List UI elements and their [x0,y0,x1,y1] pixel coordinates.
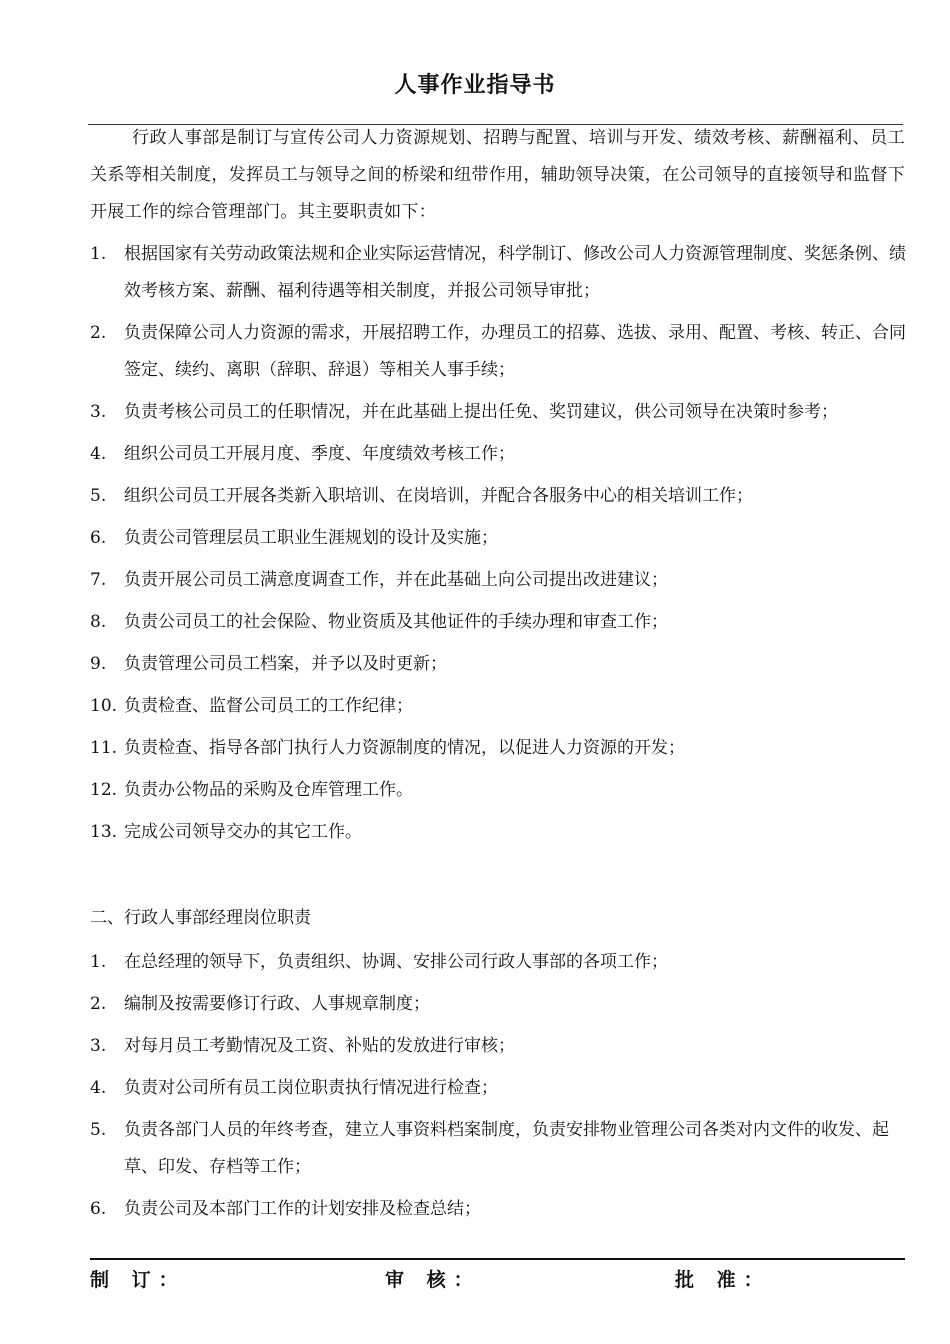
list-item: 10. 负责检查、监督公司员工的工作纪律； [90,696,413,716]
intro-paragraph: 行政人事部是制订与宣传公司人力资源规划、招聘与配置、培训与开发、绩效考核、薪酬福利、员工关系等相关制度，发挥员工与领导之间的桥梁和纽带作用，辅助领导决策，在公司领导的直接领导和监督下开展工作的综合管理部门。其主要职责如下： [90,128,905,222]
section-heading: 二、行政人事部经理岗位职责 [90,908,311,928]
list-item: 2. 负责保障公司人力资源的需求，开展招聘工作，办理员工的招募、选拔、录用、配置、考核、转正、合同签定、续约、离职（辞职、辞退）等相关人事手续； [90,323,906,380]
list-item: 2. 编制及按需要修订行政、人事规章制度； [90,994,430,1014]
list-item: 1. 在总经理的领导下，负责组织、协调、安排公司行政人事部的各项工作； [90,952,668,972]
list-item: 1. 根据国家有关劳动政策法规和企业实际运营情况，科学制订、修改公司人力资源管理制度、奖惩条例、绩效考核方案、薪酬、福利待遇等相关制度，并报公司领导审批； [90,244,906,301]
prepared-by-label: 制 订： [90,1269,186,1291]
footer-divider [90,1258,905,1260]
approved-by-label: 批 准： [675,1269,771,1291]
list-item: 4. 负责对公司所有员工岗位职责执行情况进行检查； [90,1078,498,1098]
list-item: 8. 负责公司员工的社会保险、物业资质及其他证件的手续办理和审查工作； [90,612,668,632]
list-item: 5. 组织公司员工开展各类新入职培训、在岗培训，并配合各服务中心的相关培训工作； [90,486,753,506]
document-title: 人事作业指导书 [394,73,556,98]
list-item: 6. 负责公司及本部门工作的计划安排及检查总结； [90,1199,481,1219]
list-item: 6. 负责公司管理层员工职业生涯规划的设计及实施； [90,528,498,548]
list-item: 4. 组织公司员工开展月度、季度、年度绩效考核工作； [90,444,515,464]
list-item: 5. 负责各部门人员的年终考查，建立人事资料档案制度，负责安排物业管理公司各类对内文件的收发、起草、印发、存档等工作； [90,1120,889,1177]
list-item: 7. 负责开展公司员工满意度调查工作，并在此基础上向公司提出改进建议； [90,570,668,590]
list-item: 3. 对每月员工考勤情况及工资、补贴的发放进行审核； [90,1036,515,1056]
reviewed-by-label: 审 核： [385,1269,481,1291]
department-duties-list [90,236,908,856]
list-item: 9. 负责管理公司员工档案，并予以及时更新； [90,654,447,674]
list-item: 3. 负责考核公司员工的任职情况，并在此基础上提出任免、奖罚建议，供公司领导在决策时参考； [90,402,838,422]
list-item: 11. 负责检查、指导各部门执行人力资源制度的情况，以促进人力资源的开发； [90,738,685,758]
manager-duties-list [90,944,908,1233]
list-item: 13. 完成公司领导交办的其它工作。 [90,822,362,842]
list-item: 12. 负责办公物品的采购及仓库管理工作。 [90,780,413,800]
